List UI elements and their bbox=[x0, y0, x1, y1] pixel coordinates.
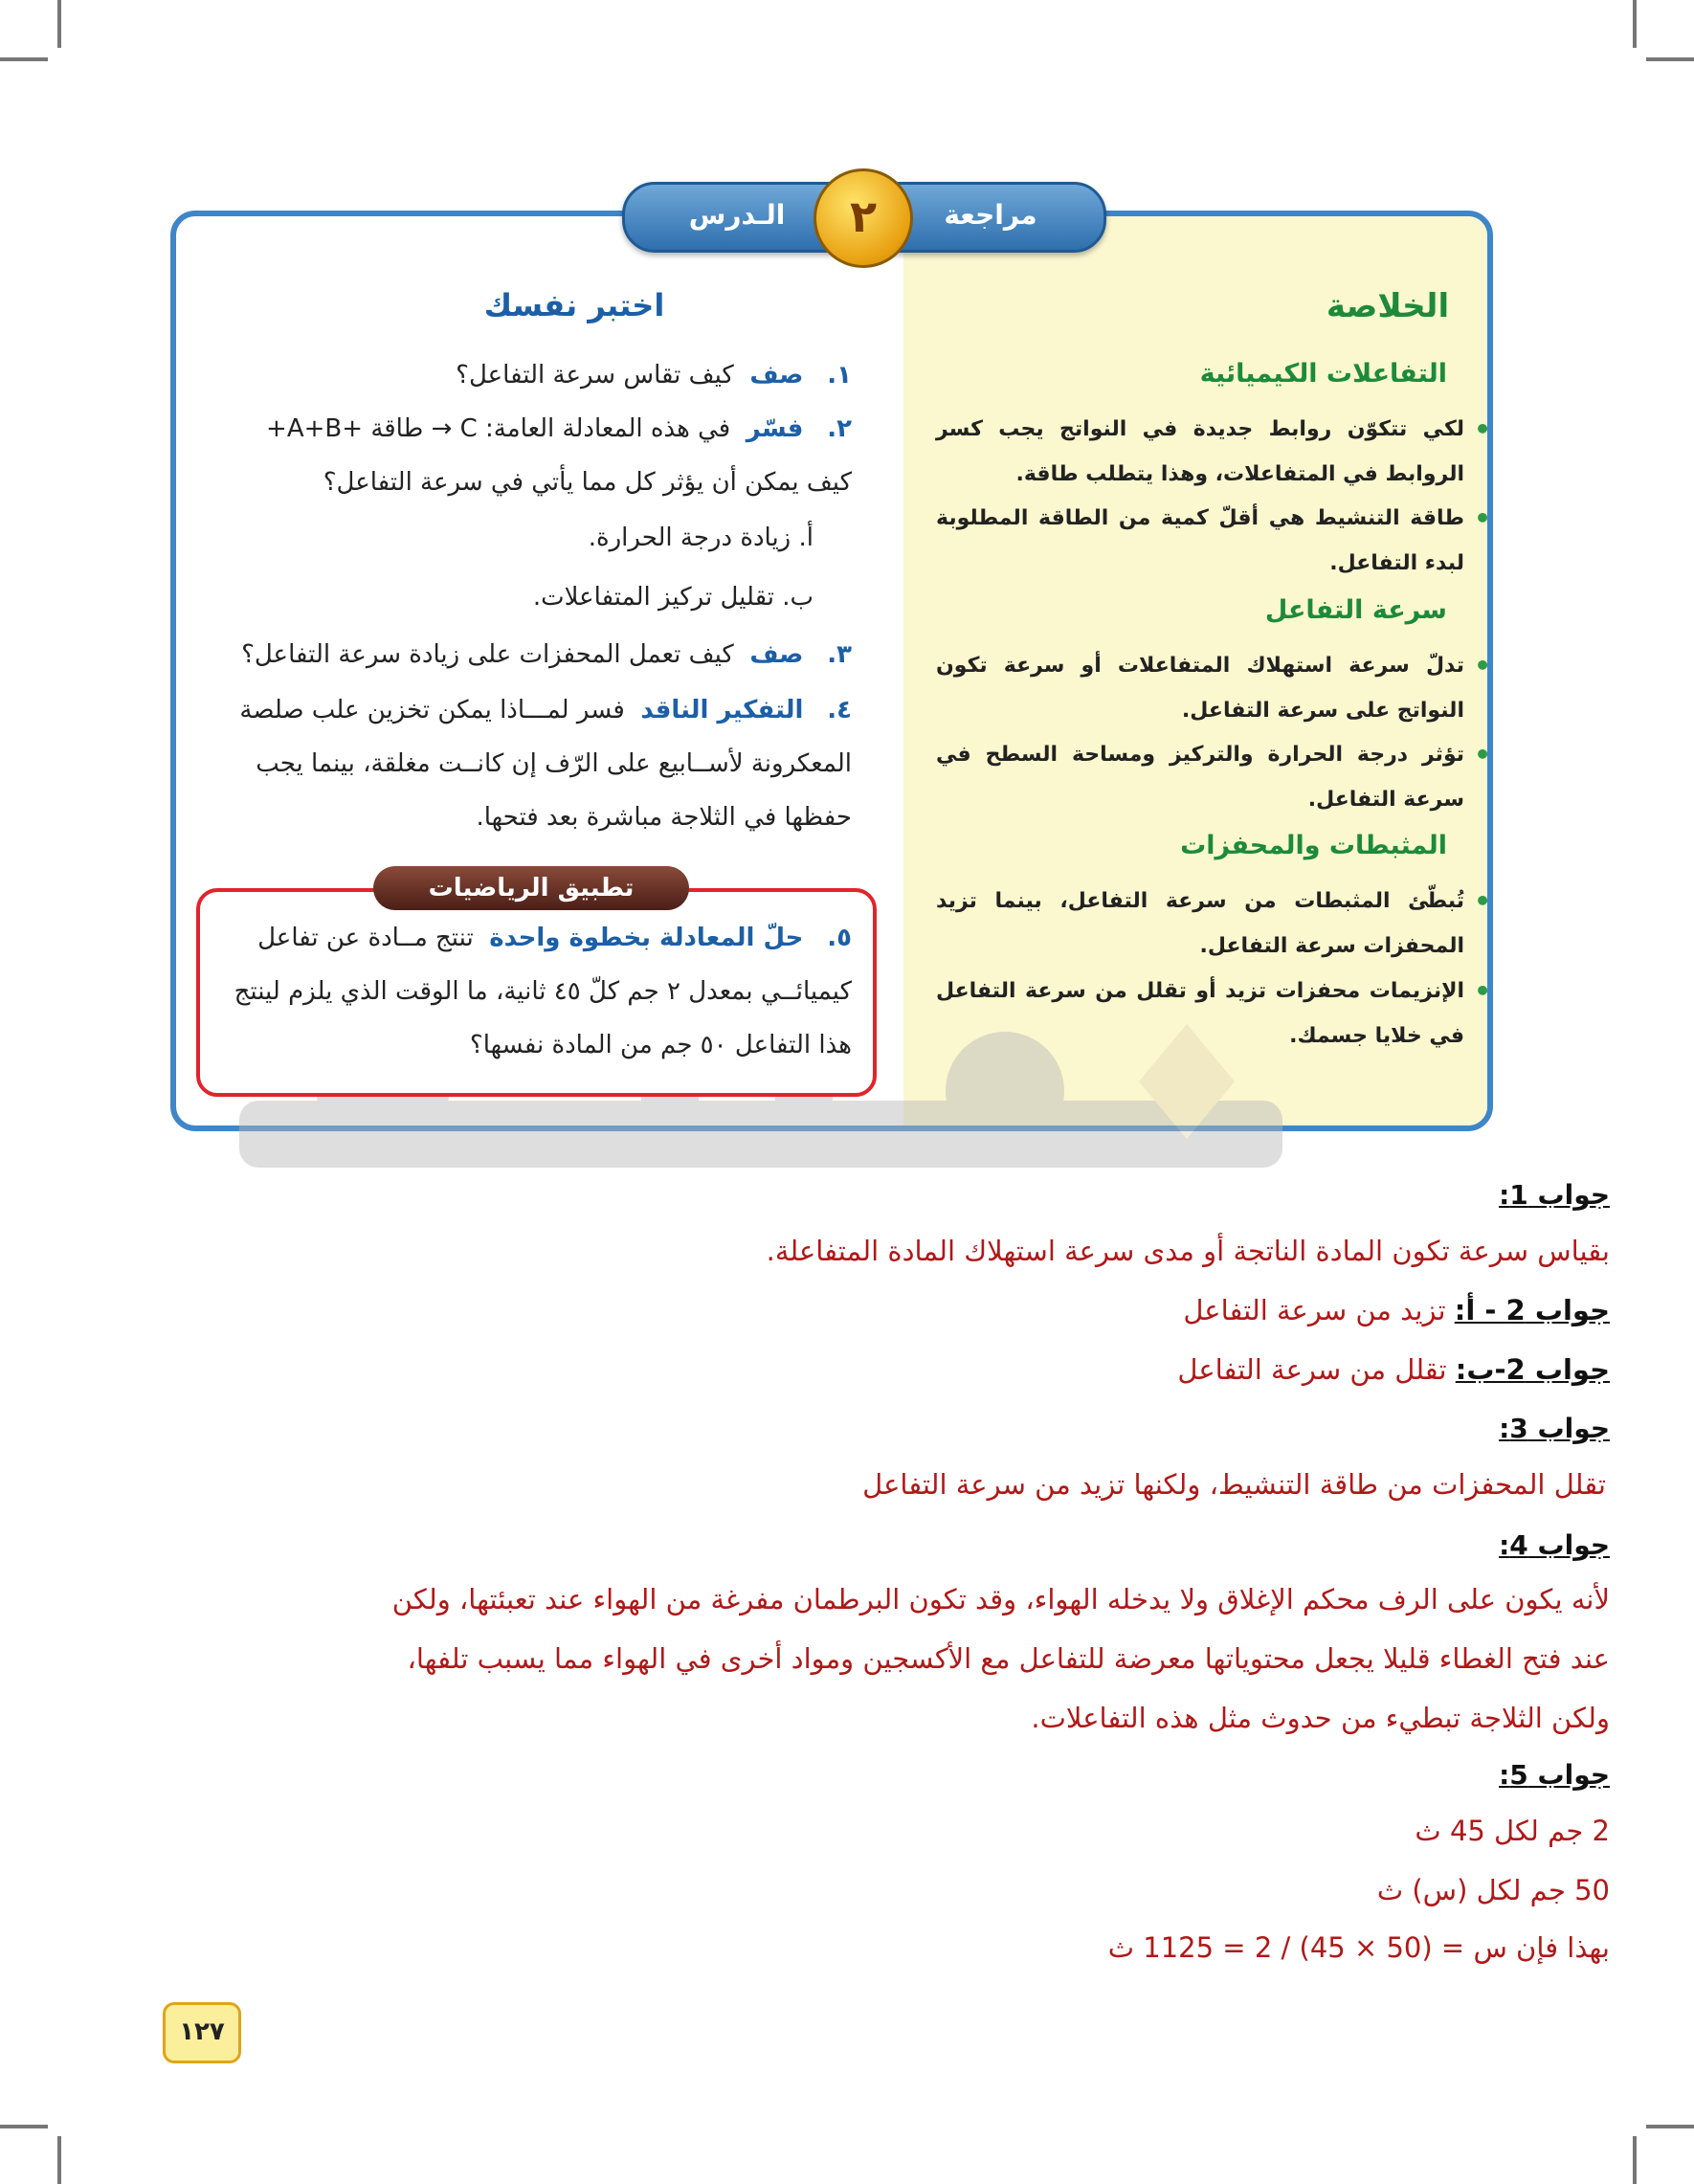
summary-title: الخلاصة bbox=[1326, 287, 1450, 325]
summary-bullet: • تُبطّئ المثبطات من سرعة التفاعل، بينما تزيد المحفزات سرعة التفاعل. bbox=[936, 879, 1464, 969]
answer-4-label: جواب 4: bbox=[1499, 1529, 1610, 1561]
math-application-tag: تطبيق الرياضيات bbox=[373, 866, 689, 910]
answer-4-line: لأنه يكون على الرف محكم الإغلاق ولا يدخله الهواء، وقد تكون البرطمان مفرغة من الهواء عند تعبئتها، ولكن bbox=[391, 1583, 1610, 1616]
crop-mark bbox=[1633, 2136, 1637, 2184]
answer-2b bbox=[1177, 1353, 1610, 1386]
answer-3-label: جواب 3: bbox=[1499, 1413, 1610, 1444]
summary-heading-reactions: التفاعلات الكيميائية bbox=[1199, 359, 1447, 389]
bullet-dot-icon: • bbox=[1474, 413, 1491, 445]
question-5: ٥. حلّ المعادلة بخطوة واحدة تنتج مــادة عن تفاعل كيميائــي بمعدل ٢ جم كلّ ٤٥ ثانية، ما الوقت الذي يلزم لينتج هذا التفاعل ٥٠ جم من المادة نفسها؟ bbox=[234, 924, 852, 1059]
crop-mark bbox=[1646, 2125, 1694, 2128]
self-test-title: اختبر نفسك bbox=[483, 287, 665, 323]
question-3: ٣. صف كيف تعمل المحفزات على زيادة سرعة التفاعل؟ bbox=[241, 640, 852, 669]
answer-2b-label: جواب 2-ب: bbox=[1455, 1353, 1610, 1386]
answer-5-label: جواب 5: bbox=[1499, 1759, 1610, 1791]
question-1: ١. صف كيف تقاس سرعة التفاعل؟ bbox=[456, 361, 852, 390]
crop-mark bbox=[1633, 0, 1637, 48]
summary-heading-rate: سرعة التفاعل bbox=[1264, 595, 1447, 625]
answer-4-line: عند فتح الغطاء قليلا يجعل محتوياتها معرضة للتفاعل مع الأكسجين ومواد أخرى في الهواء مما يسبب تلفها، bbox=[407, 1642, 1610, 1675]
answer-2a bbox=[1183, 1294, 1610, 1326]
lesson-number-badge: ٢ bbox=[814, 168, 913, 268]
answer-1-label: جواب 1: bbox=[1499, 1179, 1610, 1211]
summary-bullet: • طاقة التنشيط هي أقلّ كمية من الطاقة المطلوبة لبدء التفاعل. bbox=[936, 496, 1464, 586]
summary-bullet: • تدلّ سرعة استهلاك المتفاعلات أو سرعة تكون النواتج على سرعة التفاعل. bbox=[936, 643, 1464, 733]
crop-mark bbox=[1646, 57, 1694, 61]
summary-bullet: • لكي تتكوّن روابط جديدة في النواتج يجب كسر الروابط في المتفاعلات، وهذا يتطلب طاقة. bbox=[936, 407, 1464, 497]
crop-mark bbox=[0, 2125, 48, 2128]
crop-mark bbox=[0, 57, 48, 61]
answer-1-text: بقياس سرعة تكون المادة الناتجة أو مدى سرعة استهلاك المادة المتفاعلة. bbox=[766, 1235, 1610, 1267]
answer-5-line: 50 جم لكل (س) ث bbox=[1376, 1874, 1610, 1906]
bullet-dot-icon: • bbox=[1474, 885, 1491, 917]
answer-4-line: ولكن الثلاجة تبطيء من حدوث مثل هذه التفاعلات. bbox=[1031, 1702, 1610, 1734]
bullet-dot-icon: • bbox=[1474, 650, 1491, 681]
summary-bullet: • تؤثر درجة الحرارة والتركيز ومساحة السطح في سرعة التفاعل. bbox=[936, 732, 1464, 822]
bullet-dot-icon: • bbox=[1474, 502, 1491, 534]
crop-mark bbox=[57, 2136, 61, 2184]
banner-lesson-label: الـدرس bbox=[688, 199, 786, 231]
summary-heading-inhibitors: المثبطات والمحفزات bbox=[1180, 831, 1447, 860]
crop-mark bbox=[57, 0, 61, 48]
answer-2b-text: تقلل من سرعة التفاعل bbox=[1177, 1353, 1447, 1386]
summary-bullet: • الإنزيمات محفزات تزيد أو تقلل من سرعة التفاعل في خلايا جسمك. bbox=[936, 969, 1464, 1059]
question-2-part-b: ب. تقليل تركيز المتفاعلات. bbox=[532, 583, 814, 612]
bullet-dot-icon: • bbox=[1474, 975, 1491, 1007]
page-number: ١٢٧ bbox=[163, 2002, 241, 2063]
answer-5-line: 2 جم لكل 45 ث bbox=[1415, 1815, 1610, 1847]
question-2-part-a: أ. زيادة درجة الحرارة. bbox=[588, 524, 814, 552]
question-4: ٤. التفكير الناقد فسر لمـــاذا يمكن تخزين علب صلصة المعكرونة لأســابيع على الرّف إن كانــت مغلقة، بينما يجب حفظها في الثلاجة مباشرة بعد فتحها. bbox=[239, 696, 852, 832]
answer-3-text: تقلل المحفزات من طاقة التنشيط، ولكنها تزيد من سرعة التفاعل bbox=[862, 1468, 1606, 1501]
question-2: ٢. فسّر في هذه المعادلة العامة: C → طاقة +A+B+ كيف يمكن أن يؤثر كل مما يأتي في سرعة التفاعل؟ bbox=[266, 414, 852, 497]
answer-2a-text: تزيد من سرعة التفاعل bbox=[1183, 1294, 1446, 1326]
bullet-dot-icon: • bbox=[1474, 739, 1491, 770]
banner-review-label: مراجعة bbox=[944, 199, 1037, 231]
answer-5-line: بهذا فإن س = (50 × 45) / 2 = 1125 ث bbox=[1107, 1931, 1610, 1964]
answer-2a-label: جواب 2 - أ: bbox=[1454, 1294, 1610, 1326]
